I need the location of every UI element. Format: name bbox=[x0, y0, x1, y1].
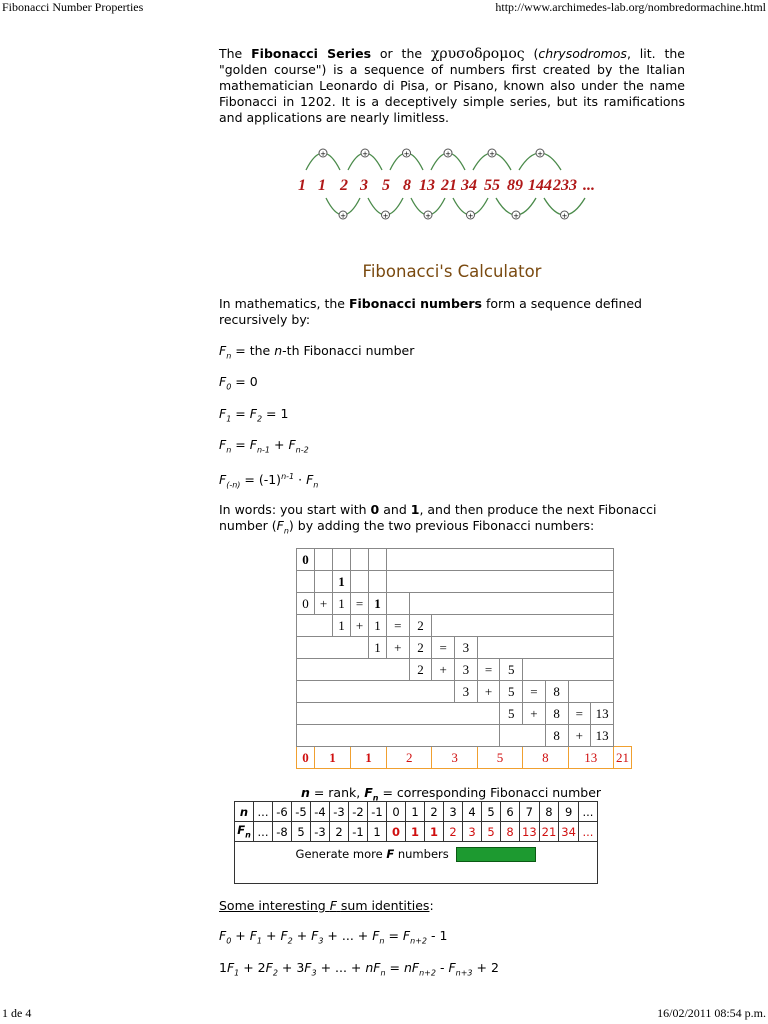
table-cell: $F_n$ bbox=[235, 822, 254, 842]
table-cell: -2 bbox=[349, 802, 368, 822]
table-cell: 2 bbox=[444, 822, 463, 842]
table-cell: 3 bbox=[444, 802, 463, 822]
fib-number: 55 bbox=[484, 177, 500, 194]
table-cell: 6 bbox=[501, 802, 520, 822]
equation-f1-f2: $F_1 = F_2 = 1$ bbox=[219, 406, 289, 424]
fib-number: 1 bbox=[298, 177, 306, 194]
intro-paragraph: The Fibonacci Series or the χρυσοδρομος (chrysodromos, lit. the "golden course") is a sequence of numbers first created by the Italian mathematician Leonardo di Pisa, or Pisano, known also under the name Fibonacci in 1202. It is a deceptively simple series, but its ramifications and applications are nearly limitless. bbox=[219, 46, 685, 125]
table-cell: 2 bbox=[330, 822, 349, 842]
definition-text: In mathematics, the Fibonacci numbers form a sequence defined recursively by: bbox=[219, 296, 642, 327]
table-row bbox=[235, 842, 598, 884]
page-header-title: Fibonacci Number Properties bbox=[2, 0, 144, 14]
generate-row: Generate more F numbers bbox=[235, 842, 598, 884]
addition-table bbox=[296, 548, 632, 769]
fib-number: 1 bbox=[318, 177, 326, 194]
fib-number: 13 bbox=[419, 177, 435, 194]
table-cell: 8 bbox=[539, 802, 559, 822]
rank-table-caption: n = rank, $F_n$ = corresponding Fibonacci number bbox=[300, 785, 602, 803]
table-cell: 21 bbox=[539, 822, 559, 842]
table-cell: 13 bbox=[520, 822, 540, 842]
table-row bbox=[235, 822, 598, 842]
table-row: 5 + 8 = 13 bbox=[297, 703, 632, 725]
table-cell: 0 bbox=[297, 747, 315, 769]
fib-number: 34 bbox=[461, 177, 477, 194]
table-cell: 0 bbox=[387, 802, 406, 822]
table-row: 1 + 1 = 2 bbox=[297, 615, 632, 637]
table-row: 8 + 13 bbox=[297, 725, 632, 747]
table-cell: 5 bbox=[477, 747, 522, 769]
plus-sign: + bbox=[537, 150, 543, 158]
plus-sign: + bbox=[445, 150, 451, 158]
table-cell: 3 bbox=[463, 822, 482, 842]
table-cell: 5 bbox=[482, 822, 501, 842]
fib-number: 2 bbox=[340, 177, 348, 194]
greek-word: χρυσοδρομος bbox=[430, 46, 525, 62]
table-cell: 21 bbox=[614, 747, 632, 769]
fibonacci-sequence-illustration bbox=[296, 140, 608, 230]
table-row: 1 + 2 = 3 bbox=[297, 637, 632, 659]
table-cell: -5 bbox=[292, 802, 311, 822]
table-row: 0 + 1 = 1 bbox=[297, 593, 632, 615]
table-cell: ... bbox=[254, 802, 273, 822]
plus-sign: + bbox=[561, 212, 568, 220]
table-row: 2 + 3 = 5 bbox=[297, 659, 632, 681]
table-cell: 4 bbox=[463, 802, 482, 822]
identity-1: $F_0 + F_1 + F_2 + F_3$ + ... + $F_n = F_{n+2} - 1$ bbox=[219, 928, 448, 946]
table-cell: 1 bbox=[425, 822, 444, 842]
plus-sign: + bbox=[425, 212, 431, 220]
plus-sign: + bbox=[403, 150, 410, 158]
fib-number: ... bbox=[583, 177, 595, 194]
plus-sign: + bbox=[320, 150, 326, 158]
fib-number: 89 bbox=[507, 177, 523, 194]
table-cell: 5 bbox=[482, 802, 501, 822]
table-cell: ... bbox=[578, 802, 597, 822]
table-cell: -3 bbox=[330, 802, 349, 822]
generate-button[interactable] bbox=[456, 847, 536, 862]
table-cell: -1 bbox=[349, 822, 368, 842]
table-cell: ... bbox=[254, 822, 273, 842]
table-cell: -3 bbox=[311, 822, 330, 842]
table-cell: ... bbox=[578, 822, 597, 842]
table-cell: 1 bbox=[368, 822, 387, 842]
fib-number: 144 bbox=[528, 177, 552, 194]
table-cell: 2 bbox=[387, 747, 432, 769]
footer-datetime: 16/02/2011 08:54 p.m. bbox=[657, 1006, 766, 1020]
rank-table bbox=[234, 801, 598, 884]
table-cell: -4 bbox=[311, 802, 330, 822]
fib-number: 233 bbox=[553, 177, 577, 194]
words-explanation: In words: you start with 0 and 1, and then produce the next Fibonacci number $(F_n)$ by adding the two previous Fibonacci numbers: bbox=[219, 502, 657, 536]
table-row bbox=[297, 571, 632, 593]
plus-sign: + bbox=[513, 212, 519, 220]
table-cell: 34 bbox=[559, 822, 579, 842]
table-cell: 1 bbox=[315, 747, 351, 769]
equation-recurrence: $F_n = F_{n-1} + F_{n-2}$ bbox=[219, 437, 309, 455]
table-cell: 9 bbox=[559, 802, 579, 822]
table-cell: -6 bbox=[273, 802, 292, 822]
table-cell: 1 bbox=[333, 571, 351, 593]
page-header-url[interactable]: http://www.archimedes-lab.org/nombredormachine.html bbox=[495, 0, 766, 14]
table-cell: n bbox=[235, 802, 254, 822]
plus-sign: + bbox=[340, 212, 346, 220]
table-cell: 0 bbox=[297, 549, 315, 571]
table-row: 3 + 5 = 8 bbox=[297, 681, 632, 703]
table-row bbox=[235, 802, 598, 822]
table-cell: 1 bbox=[406, 822, 425, 842]
table-cell: 2 bbox=[425, 802, 444, 822]
table-cell: -8 bbox=[273, 822, 292, 842]
fib-number: 21 bbox=[441, 177, 457, 194]
table-cell: 3 bbox=[432, 747, 477, 769]
identities-heading[interactable]: Some interesting F sum identities: bbox=[219, 898, 434, 913]
table-cell: 8 bbox=[501, 822, 520, 842]
table-row bbox=[297, 549, 632, 571]
table-cell: 13 bbox=[568, 747, 614, 769]
fib-number: 8 bbox=[403, 177, 411, 194]
plus-sign: + bbox=[382, 212, 389, 220]
equation-f0: $F_0 = 0$ bbox=[219, 374, 258, 392]
identity-2: $1F_1 + 2F_2 + 3F_3$ + ... + $nF_n = nF_{n+2} - F_{n+3} + 2$ bbox=[219, 960, 499, 978]
table-cell: 7 bbox=[520, 802, 540, 822]
equation-fn: $F_n$ = the n-th Fibonacci number bbox=[219, 343, 415, 361]
fib-number: 3 bbox=[360, 177, 368, 194]
table-row-result bbox=[297, 747, 632, 769]
table-cell: 8 bbox=[523, 747, 568, 769]
plus-sign: + bbox=[362, 150, 368, 158]
plus-sign: + bbox=[467, 212, 474, 220]
table-cell: 1 bbox=[351, 747, 387, 769]
table-cell: 1 bbox=[406, 802, 425, 822]
table-cell: -1 bbox=[368, 802, 387, 822]
plus-sign: + bbox=[489, 150, 495, 158]
equation-negative: $F_{(-n)} = (-1)^{n-1} \cdot F_n$ bbox=[219, 472, 319, 490]
fib-number: 5 bbox=[382, 177, 390, 194]
table-cell: 0 bbox=[387, 822, 406, 842]
calculator-title: Fibonacci's Calculator bbox=[362, 262, 542, 281]
table-cell: 5 bbox=[292, 822, 311, 842]
footer-page: 1 de 4 bbox=[2, 1006, 32, 1020]
